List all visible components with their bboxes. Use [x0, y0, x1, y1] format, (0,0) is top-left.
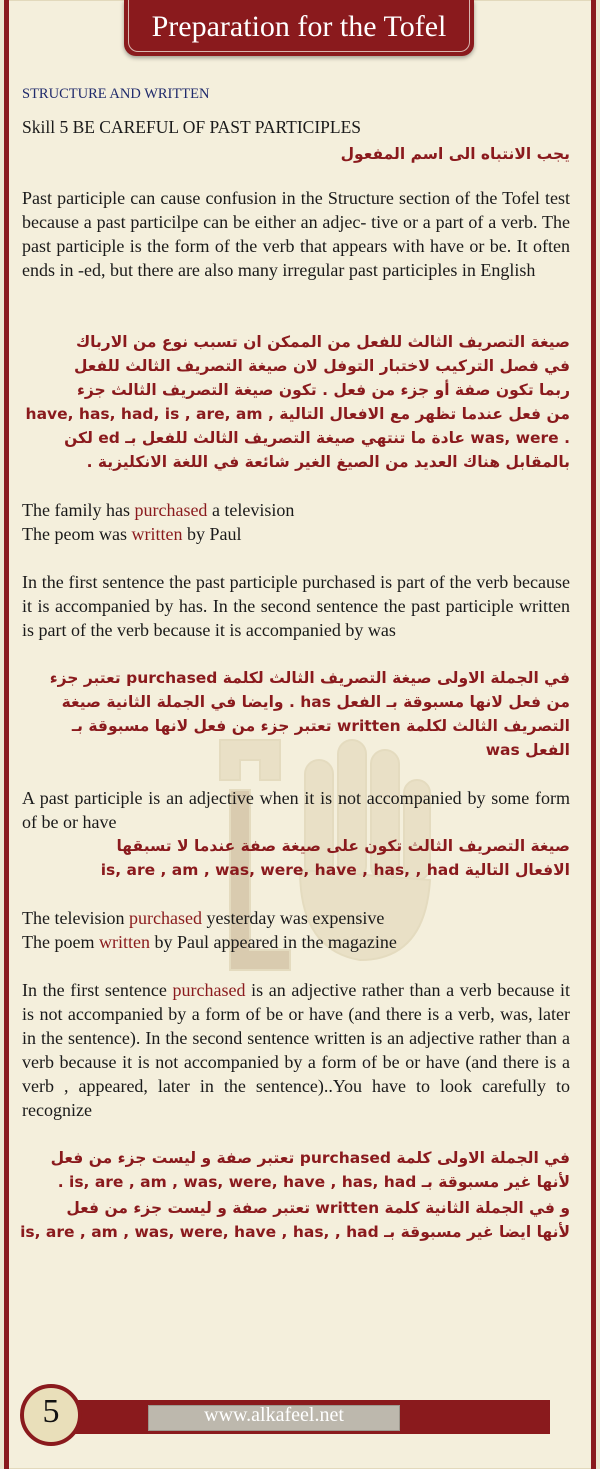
intro-arabic-line: صيغة التصريف الثالث للفعل من الممكن ان تسبب نوع من الارباك [75, 333, 570, 351]
analysis-arabic-line: لأنها ايضا غير مسبوقة بـ is, are , am , was, were, have , has, , had [20, 1223, 570, 1241]
example-sentence: The poem written by Paul appeared in the magazine [22, 932, 397, 952]
intro-arabic-line: من فعل عندما تظهر مع الافعال التالية , have, has, had, is , are, am [25, 405, 570, 423]
analysis-paragraph: In the first sentence purchased is an adjective rather than a verb because it is not accompanied by a form of be or have (and there is a verb, was, later in the sentence). In the second sentence written is an adjective rather than a verb because it is not accompanied by a form of be or have (and there is a verb , appeared, later in the sentence)..You have to look carefully to recognize [22, 980, 570, 1120]
adjective-rule-arabic-line: صيغة التصريف الثالث تكون على صيغة صفة عندما لا تسبقها [116, 837, 570, 855]
explanation-arabic-line: التصريف الثالث لكلمة written تعتبر جزء من فعل لانها مسبوقة بـ [71, 717, 570, 735]
intro-arabic-line: ربما تكون صفة أو جزء من فعل . تكون صيغة التصريف الثالث جزء [76, 381, 570, 399]
page-number: 5 [42, 1393, 60, 1430]
intro-arabic-line: . was, were عادة ما تنتهي صيغة التصريف الثالث للفعل بـ ed لكن [64, 429, 570, 447]
adjective-rule-arabic-line: الافعال التالية is, are , am , was, were, have , has, , had [100, 861, 570, 879]
highlight-word: purchased [172, 980, 246, 1000]
highlight-word: purchased [134, 500, 208, 520]
highlight-word: purchased [128, 908, 202, 928]
intro-paragraph: Past participle can cause confusion in the Structure section of the Tofel test because a past particilpe can be either an adjec- tive or a part of a verb. The past participle is the form of the verb that appears with have or be. It often ends in -ed, but there are also many irregular past participles in English [22, 188, 570, 280]
highlight-word: written [131, 524, 183, 544]
right-border [591, 0, 596, 1469]
adjective-rule-paragraph: A past participle is an adjective when it is not accompanied by some form of be or have [22, 788, 570, 832]
explanation-arabic-line: في الجملة الاولى صيغة التصريف الثالث لكلمة purchased تعتبر جزء [49, 669, 570, 687]
analysis-arabic-line: لأنها غير مسبوقة بـ is, are , am , was, were, have , has, had . [57, 1173, 570, 1191]
skill-title: Skill 5 BE CAREFUL OF PAST PARTICIPLES [22, 117, 362, 137]
highlight-word: written [98, 932, 150, 952]
example-sentence: The family has purchased a television [22, 500, 295, 520]
example-sentence: The peom was written by Paul [22, 524, 242, 544]
explanation-arabic-line: الفعل was [485, 741, 570, 759]
intro-arabic-line: في فصل التركيب لاختبار التوفل لان صيغة التصريف الثالث للفعل [73, 357, 570, 375]
explanation-arabic-line: من فعل لانها مسبوقة بـ الفعل has . وايضا في الجملة الثانية صيغة [61, 693, 570, 711]
left-border [4, 0, 9, 1469]
skill-title-arabic: يجب الانتباه الى اسم المفعول [340, 145, 570, 163]
intro-arabic-line: بالمقابل هناك العديد من الصيغ الغير شائعة في اللغة الانكليزية . [86, 453, 570, 471]
title-banner [124, 0, 474, 56]
footer-url[interactable]: www.alkafeel.net [204, 1404, 344, 1426]
section-label: STRUCTURE AND WRITTEN [22, 86, 210, 102]
analysis-arabic-line: في الجملة الاولى كلمة purchased تعتبر صفة و ليست جزء من فعل [50, 1149, 570, 1167]
analysis-arabic-line: و في الجملة الثانية كلمة written تعتبر صفة و ليست جزء من فعل [66, 1199, 570, 1217]
explanation-paragraph: In the first sentence the past participle purchased is part of the verb because it is accompanied by has. In the second sentence the past participle written is part of the verb because it is accompanied by was [22, 572, 570, 640]
example-sentence: The television purchased yesterday was expensive [22, 908, 385, 928]
page-title: Preparation for the Tofel [151, 10, 447, 43]
